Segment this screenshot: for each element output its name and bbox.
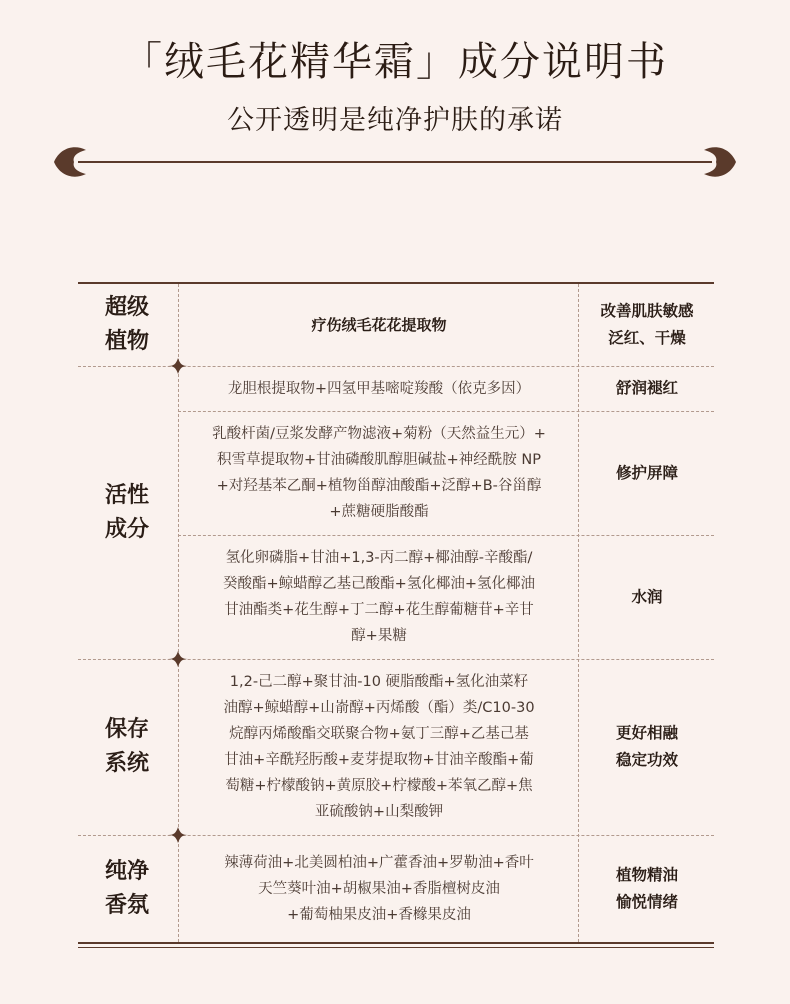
effect-line: 愉悦情绪	[615, 892, 678, 911]
ingredient-active-3	[182, 535, 576, 659]
effect-super-plant	[580, 284, 714, 366]
category-line: 成分	[104, 516, 149, 542]
ingredient-super-plant	[182, 284, 576, 366]
effect-line: 水润	[631, 587, 663, 606]
page-title: 「绒毛花精华霜」成分说明书	[122, 39, 668, 85]
category-preserve	[78, 659, 176, 835]
category-line: 保存	[104, 717, 149, 742]
table-bottom-border	[78, 947, 714, 948]
page-subtitle: 公开透明是纯净护肤的承诺	[227, 105, 563, 136]
table-divider-right	[578, 284, 579, 942]
category-line: 植物	[104, 329, 149, 354]
category-line: 超级	[104, 295, 149, 320]
table-bottom-border	[78, 942, 714, 944]
effect-active-1	[580, 366, 714, 411]
effect-fragrance	[580, 835, 714, 942]
category-active	[78, 366, 176, 659]
effect-preserve	[580, 659, 714, 835]
effect-active-3	[580, 535, 714, 659]
ingredient-line: 天竺葵叶油+胡椒果油+香脂檀树皮油	[258, 880, 500, 897]
effect-line: 改善肌肤敏感	[600, 302, 694, 320]
effect-line: 泛红、干燥	[608, 329, 686, 347]
ingredient-line: 疗伤绒毛花花提取物	[311, 316, 447, 334]
ingredient-line: 萄糖+柠檬酸钠+黄原胶+柠檬酸+苯氧乙醇+焦	[225, 778, 533, 794]
category-line: 活性	[104, 482, 149, 508]
ingredient-active-1	[182, 366, 576, 411]
effect-active-2	[580, 411, 714, 535]
effect-line: 稳定功效	[615, 751, 678, 769]
category-super-plant	[78, 284, 176, 366]
effect-line: 舒润褪红	[615, 379, 678, 397]
ingredient-line: 辣薄荷油+北美圆柏油+广藿香油+罗勒油+香叶	[224, 854, 534, 871]
ingredient-line: 醇+果糖	[351, 628, 407, 644]
ingredient-line: 甘油+辛酰羟肟酸+麦芽提取物+甘油辛酸酯+葡	[224, 752, 534, 768]
effect-line: 修护屏障	[615, 463, 678, 482]
category-line: 纯净	[104, 858, 149, 884]
effect-line: 更好相融	[615, 724, 678, 742]
effect-line: 植物精油	[615, 865, 678, 884]
ingredient-line: +蔗糖硬脂酸酯	[329, 504, 429, 520]
ingredient-line: 亚硫酸钠+山梨酸钾	[314, 804, 444, 820]
ingredient-line: +葡萄柚果皮油+香橼果皮油	[287, 906, 471, 923]
ingredient-fragrance	[182, 835, 576, 942]
ingredient-line: 积雪草提取物+甘油磷酸肌醇胆碱盐+神经酰胺 NP	[217, 452, 541, 468]
ingredient-line: 油醇+鲸蜡醇+山嵛醇+丙烯酸（酯）类/C10-30	[223, 700, 535, 716]
ingredient-line: 甘油酯类+花生醇+丁二醇+花生醇葡糖苷+辛甘	[224, 602, 534, 618]
ingredient-line: 1,2-己二醇+聚甘油-10 硬脂酸酯+氢化油菜籽	[229, 674, 529, 690]
category-line: 系统	[104, 751, 149, 776]
ingredient-line: 癸酸酯+鲸蜡醇乙基己酸酯+氢化椰油+氢化椰油	[223, 576, 535, 592]
category-fragrance	[78, 835, 176, 942]
ingredient-line: 乳酸杆菌/豆浆发酵产物滤液+菊粉（天然益生元）+	[212, 426, 546, 442]
category-line: 香氛	[104, 892, 149, 918]
ingredient-line: +对羟基苯乙酮+植物甾醇油酸酯+泛醇+B-谷甾醇	[216, 478, 542, 494]
ingredient-line: 氢化卵磷脂+甘油+1,3-丙二醇+椰油醇-辛酸酯/	[225, 550, 533, 566]
ingredient-preserve	[182, 659, 576, 835]
ingredient-active-2	[182, 411, 576, 535]
ingredient-line: 龙胆根提取物+四氢甲基嘧啶羧酸（依克多因）	[227, 380, 531, 397]
ingredient-line: 烷醇丙烯酸酯交联聚合物+氨丁三醇+乙基己基	[229, 726, 529, 742]
